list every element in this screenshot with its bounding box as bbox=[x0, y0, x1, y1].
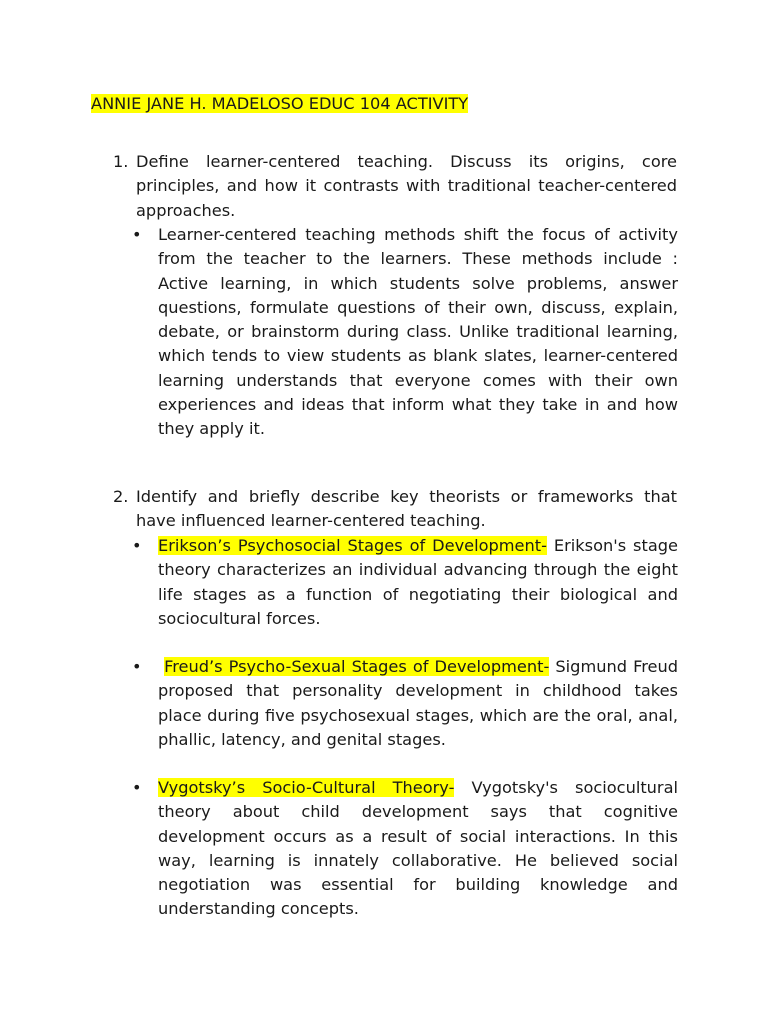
bullet-marker: • bbox=[132, 536, 142, 555]
bullet-body: Vygotsky's sociocultural theory about child development says that cognitive development occurs as a result of social interactions. In this way, learning is innately collaborative. He believed social negotiation was essential for building knowledge and understanding concepts. bbox=[158, 778, 679, 919]
question-1-bullet-1 bbox=[132, 223, 678, 442]
title-highlight: ANNIE JANE H. MADELOSO EDUC 104 ACTIVITY bbox=[91, 94, 469, 113]
bullet-marker: • bbox=[132, 225, 142, 244]
question-1 bbox=[113, 150, 677, 223]
bullet-text bbox=[158, 776, 678, 922]
bullet-body: Learner-centered teaching methods shift the focus of activity from the teacher to the learners. These methods include : Active learning, in which students solve problems, answer questions, formulate questions of their own, discuss, explain, debate, or brainstorm during class. Unlike traditional learning, which tends to view students as blank slates, learner-centered learning understands that everyone comes with their own experiences and ideas that inform what they take in and how they apply it. bbox=[158, 225, 678, 439]
question-1-text: Define learner-centered teaching. Discuss its origins, core principles, and how it contrasts with traditional teacher-centered approaches. bbox=[136, 152, 677, 220]
question-2-text: Identify and briefly describe key theorists or frameworks that have influenced learner-centered teaching. bbox=[136, 487, 677, 531]
question-2-bullet-erikson bbox=[132, 534, 678, 631]
bullet-text bbox=[158, 534, 678, 631]
bullet-body: Erikson's stage theory characterizes an individual advancing through the eight life stages as a function of negotiating their biological and sociocultural forces. bbox=[158, 536, 678, 628]
bullet-text bbox=[158, 223, 678, 442]
bullet-text bbox=[158, 655, 678, 752]
question-1-number: 1. bbox=[113, 152, 129, 171]
bullet-highlight: Erikson’s Psychosocial Stages of Development- bbox=[158, 536, 547, 555]
bullet-marker: • bbox=[132, 778, 142, 797]
question-2-bullet-vygotsky bbox=[132, 776, 678, 922]
document-title bbox=[91, 92, 468, 116]
bullet-body: Sigmund Freud proposed that personality development in childhood takes place during five psychosexual stages, which are the oral, anal, phallic, latency, and genital stages. bbox=[158, 657, 678, 749]
bullet-marker: • bbox=[132, 657, 142, 676]
bullet-highlight: Vygotsky’s Socio-Cultural Theory- bbox=[158, 778, 455, 797]
question-2 bbox=[113, 485, 677, 534]
question-2-number: 2. bbox=[113, 487, 129, 506]
bullet-highlight: Freud’s Psycho-Sexual Stages of Development- bbox=[164, 657, 550, 676]
question-2-bullet-freud bbox=[132, 655, 678, 752]
